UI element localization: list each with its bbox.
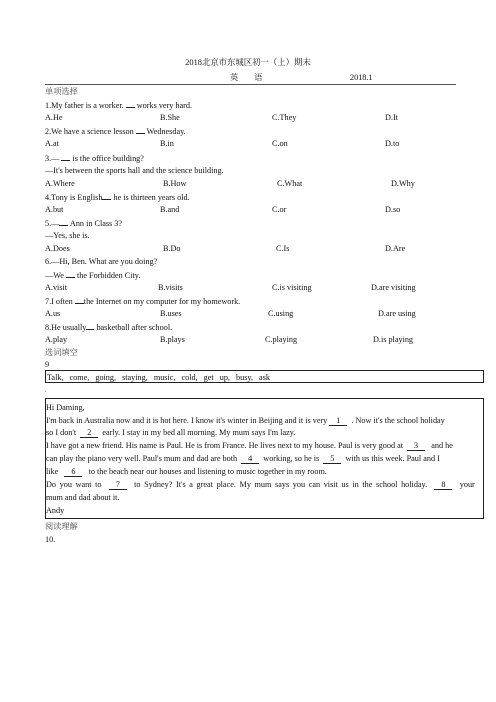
separator-dot: .: [45, 388, 47, 394]
header-divider: [45, 84, 456, 85]
subtitle-row: [0, 72, 496, 84]
question-3-option-b[interactable]: B.How: [163, 179, 187, 188]
question-6-option-a[interactable]: A.visit: [45, 283, 68, 292]
question-1-option-c[interactable]: C.They: [272, 113, 297, 122]
question-10-number: 10.: [45, 535, 56, 544]
passage-greeting: Hi Daming,: [46, 403, 85, 412]
passage-line-2: so I don't 2 early. I stay in my bed all morning. My mum says I'm lazy.: [46, 428, 296, 437]
subject-label: 英 语: [230, 73, 270, 82]
passage-signature: Andy: [46, 506, 65, 515]
passage-box: [45, 398, 484, 519]
question-2-option-c[interactable]: C.on: [272, 139, 288, 148]
question-6-stem: 6.—Hi, Ben. What are you doing?: [45, 257, 158, 266]
question-5-option-b[interactable]: B.Do: [163, 244, 181, 253]
blank-2[interactable]: 2: [80, 428, 98, 438]
question-4-option-b[interactable]: B.and: [160, 205, 180, 214]
blank-6[interactable]: 6: [64, 467, 82, 477]
question-1-stem: 1.My father is a worker. works very hard.: [45, 101, 193, 110]
blank-5[interactable]: 5: [323, 454, 341, 464]
question-6-option-d[interactable]: D.are visiting: [371, 283, 416, 292]
question-3-option-d[interactable]: D.Why: [391, 179, 415, 188]
question-8-option-c[interactable]: C.playing: [265, 335, 298, 344]
question-2-option-a[interactable]: A.at: [45, 139, 59, 148]
question-4-option-d[interactable]: D.so: [385, 205, 401, 214]
passage-line-6: Do you want to 7 to Sydney? It's a great place. My mum says you can visit us in the school holiday. 8 your: [46, 480, 475, 489]
exam-date: 2018.1: [350, 73, 373, 82]
question-9-number: 9: [45, 360, 50, 369]
word-bank: Talk, come, going, staying, music, cold, get up, busy, ask: [47, 373, 270, 382]
question-8-option-d[interactable]: D.is playing: [373, 335, 414, 344]
blank-7[interactable]: 7: [109, 480, 127, 490]
question-7-stem: 7.I often the Internet on my computer for my homework.: [45, 297, 241, 306]
question-2-option-d[interactable]: D.to: [385, 139, 400, 148]
section-single-choice: 单项选择: [45, 87, 78, 96]
question-7-option-a[interactable]: A.us: [45, 309, 61, 318]
blank-1[interactable]: 1: [329, 416, 347, 426]
question-1-option-a[interactable]: A.He: [45, 113, 63, 122]
question-8-option-b[interactable]: B.plays: [160, 335, 185, 344]
question-6-option-b[interactable]: B.visits: [158, 283, 183, 292]
question-3-stem: 3.— is the office building?: [45, 154, 144, 163]
question-5-stem: 5.— Ann in Class 3?: [45, 219, 123, 228]
word-bank-box: [45, 370, 484, 383]
question-2-stem: 2.We have a science lesson Wednesday.: [45, 127, 186, 136]
blank-3[interactable]: 3: [407, 441, 425, 451]
question-5-option-a[interactable]: A.Does: [45, 244, 70, 253]
question-3-option-a[interactable]: A.Where: [45, 179, 75, 188]
section-reading: 阅读理解: [45, 522, 78, 531]
question-5-context: —Yes, she is.: [45, 231, 90, 240]
passage-line-1: I'm back in Australia now and it is hot here. I know it's winter in Beijing and it is very 1 . Now it's the school holiday: [46, 416, 445, 425]
question-7-option-c[interactable]: C.using: [268, 309, 294, 318]
question-5-option-c[interactable]: C.Is: [276, 244, 290, 253]
question-4-option-a[interactable]: A.but: [45, 205, 64, 214]
question-6-option-c[interactable]: C.is visiting: [272, 283, 312, 292]
section-word-fill: 选词填空: [45, 348, 78, 357]
question-6-context: —We the Forbidden City.: [45, 271, 141, 280]
question-1-option-b[interactable]: B.She: [160, 113, 180, 122]
question-2-option-b[interactable]: B.in: [160, 139, 174, 148]
question-8-option-a[interactable]: A.play: [45, 335, 68, 344]
question-7-option-b[interactable]: B.uses: [160, 309, 182, 318]
question-3-option-c[interactable]: C.What: [277, 179, 303, 188]
passage-line-3: I have got a new friend. His name is Paul. He is from France. He lives next to my house. Paul is very good at 3 and he: [46, 441, 453, 450]
question-4-option-c[interactable]: C.or: [272, 205, 287, 214]
question-4-stem: 4.Tony is English he is thirteen years old.: [45, 193, 190, 202]
exam-title: 2018北京市东城区初一（上）期末: [185, 58, 311, 67]
blank-4[interactable]: 4: [241, 454, 259, 464]
passage-line-4: can play the piano very well. Paul's mum and dad are both 4 working, so he is 5 with us this week. Paul and I: [46, 454, 440, 463]
question-5-option-d[interactable]: D.Are: [385, 244, 406, 253]
passage-line-7: mum and dad about it.: [46, 493, 120, 502]
blank-8[interactable]: 8: [434, 480, 452, 490]
question-7-option-d[interactable]: D.are using: [378, 309, 416, 318]
question-8-stem: 8.He usually basketball after school.: [45, 323, 173, 332]
passage-line-5: like 6 to the beach near our houses and listening to music together in my room.: [46, 467, 327, 476]
question-1-option-d[interactable]: D.It: [385, 113, 398, 122]
question-3-context: —It's between the sports hall and the science building.: [45, 166, 224, 175]
